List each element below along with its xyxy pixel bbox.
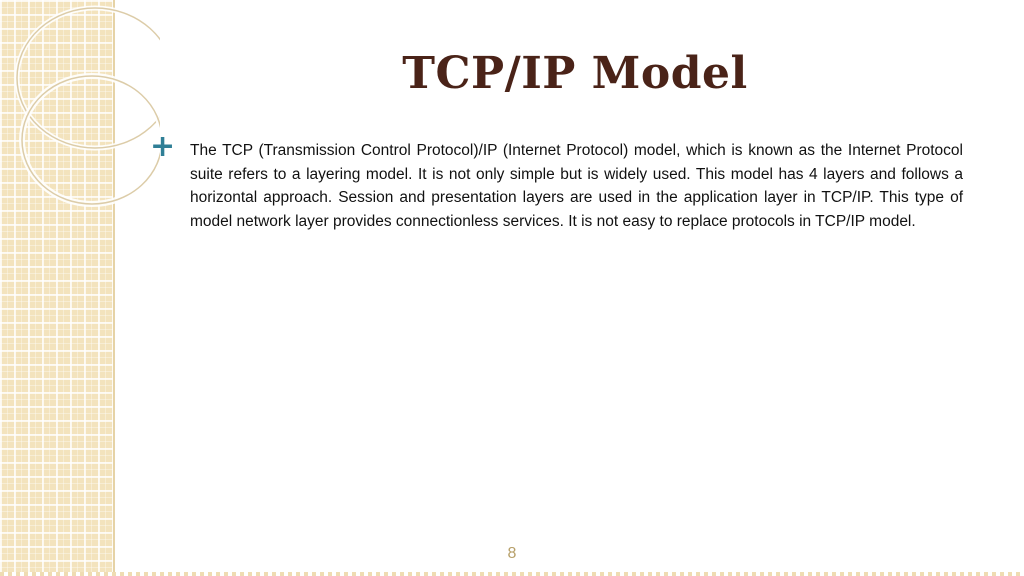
decorative-rings <box>0 0 160 250</box>
slide-body-text: The TCP (Transmission Control Protocol)/IP (Internet Protocol) model, which is known as the Internet Protocol suite refers to a layering model. It is not only simple but is widely used. This model has 4 layers and follows a horizontal approach. Session and presentation layers are used in the application layer in TCP/IP. This type of model network layer provides connectionless services. It is not easy to replace protocols in TCP/IP model. <box>190 142 963 231</box>
slide-title: TCP/IP Model <box>402 48 748 99</box>
page-number: 8 <box>507 545 517 562</box>
bottom-decorative-strip <box>0 572 1024 576</box>
plus-bullet-icon: + <box>150 129 176 164</box>
